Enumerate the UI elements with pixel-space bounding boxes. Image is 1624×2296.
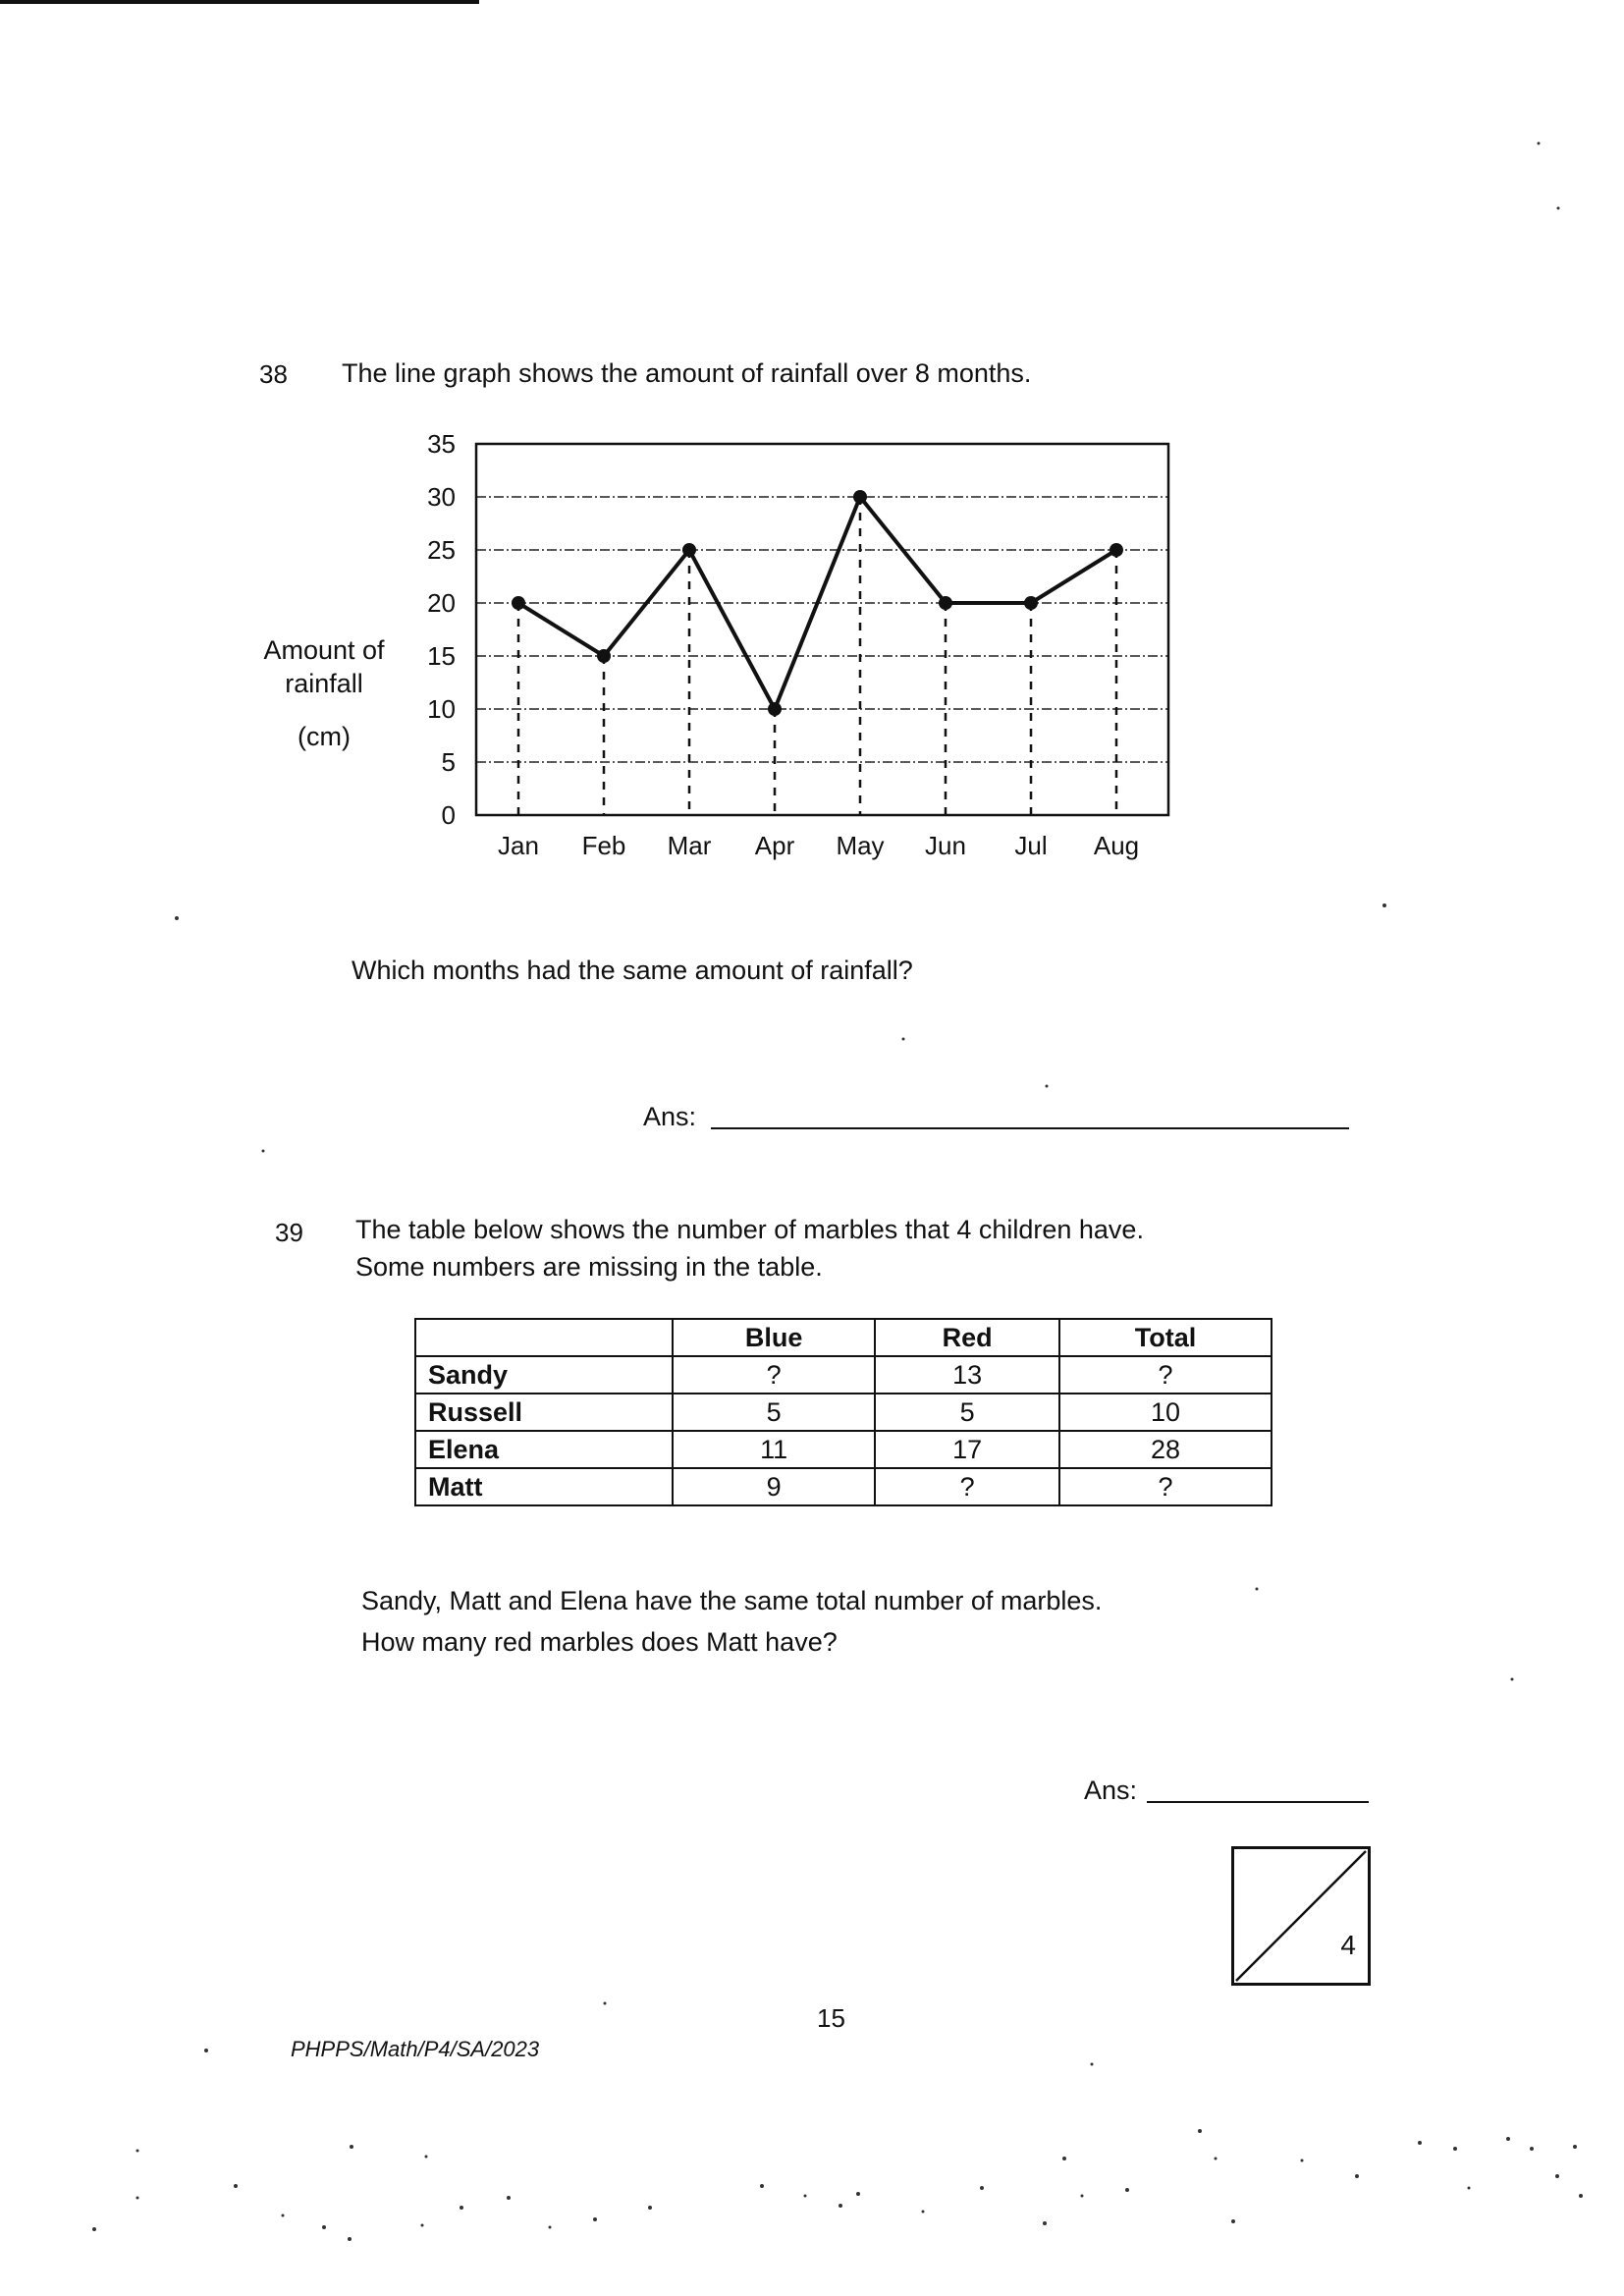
y-tick-label: 15	[427, 641, 456, 671]
question-38-text: The line graph shows the amount of rainfall over 8 months.	[342, 358, 1032, 388]
question-39-text-line-1: The table below shows the number of marbles that 4 children have.	[355, 1215, 1144, 1244]
y-label-line-3: (cm)	[298, 722, 351, 751]
table-cell: 28	[1059, 1431, 1272, 1468]
question-38-ans-label: Ans:	[643, 1102, 697, 1131]
y-tick-label: 35	[427, 432, 456, 459]
y-tick-label: 0	[441, 800, 456, 830]
table-cell: 5	[673, 1394, 875, 1431]
table-cell: ?	[673, 1356, 875, 1394]
mark-box-marks: 4	[1340, 1930, 1356, 1960]
question-39-number: 39	[275, 1218, 303, 1247]
question-39-ans-label: Ans:	[1084, 1776, 1138, 1805]
x-tick-label: Apr	[754, 831, 795, 860]
table-cell-name: Matt	[415, 1468, 673, 1505]
y-tick-label: 25	[427, 535, 456, 565]
x-tick-label: Jul	[1014, 831, 1048, 860]
page-number: 15	[817, 2003, 845, 2033]
question-39-prompt-line-1: Sandy, Matt and Elena have the same total number of marbles.	[361, 1586, 1103, 1615]
x-tick-label: Feb	[581, 831, 626, 860]
table-cell: 9	[673, 1468, 875, 1505]
table-cell: ?	[1059, 1468, 1272, 1505]
question-39-prompt-line-2: How many red marbles does Matt have?	[361, 1627, 838, 1657]
table-cell: 10	[1059, 1394, 1272, 1431]
y-tick-label: 10	[427, 694, 456, 724]
table-cell: ?	[875, 1468, 1059, 1505]
x-tick-label: Jan	[498, 831, 539, 860]
x-tick-label: May	[836, 831, 885, 860]
table-cell-name: Russell	[415, 1394, 673, 1431]
y-tick-label: 30	[427, 482, 456, 512]
table-cell: 13	[875, 1356, 1059, 1394]
y-label-line-2: rainfall	[285, 669, 363, 698]
table-cell: ?	[1059, 1356, 1272, 1394]
question-38-prompt: Which months had the same amount of rainfall?	[352, 956, 913, 985]
table-cell-name: Elena	[415, 1431, 673, 1468]
y-label-line-1: Amount of	[263, 635, 385, 665]
paper-code: PHPPS/Math/P4/SA/2023	[291, 2037, 540, 2061]
question-38-number: 38	[259, 359, 288, 389]
table-header-cell: Red	[875, 1319, 1059, 1356]
x-tick-label: Jun	[925, 831, 966, 860]
y-tick-label: 5	[441, 747, 456, 777]
table-cell-name: Sandy	[415, 1356, 673, 1394]
question-39-text-line-2: Some numbers are missing in the table.	[355, 1252, 823, 1282]
x-tick-label: Mar	[667, 831, 712, 860]
table-header-cell: Total	[1059, 1319, 1272, 1356]
table-header-cell: Blue	[673, 1319, 875, 1356]
table-cell: 5	[875, 1394, 1059, 1431]
table-cell: 11	[673, 1431, 875, 1468]
x-tick-label: Aug	[1093, 831, 1140, 860]
table-cell: 17	[875, 1431, 1059, 1468]
y-tick-label: 20	[427, 588, 456, 618]
